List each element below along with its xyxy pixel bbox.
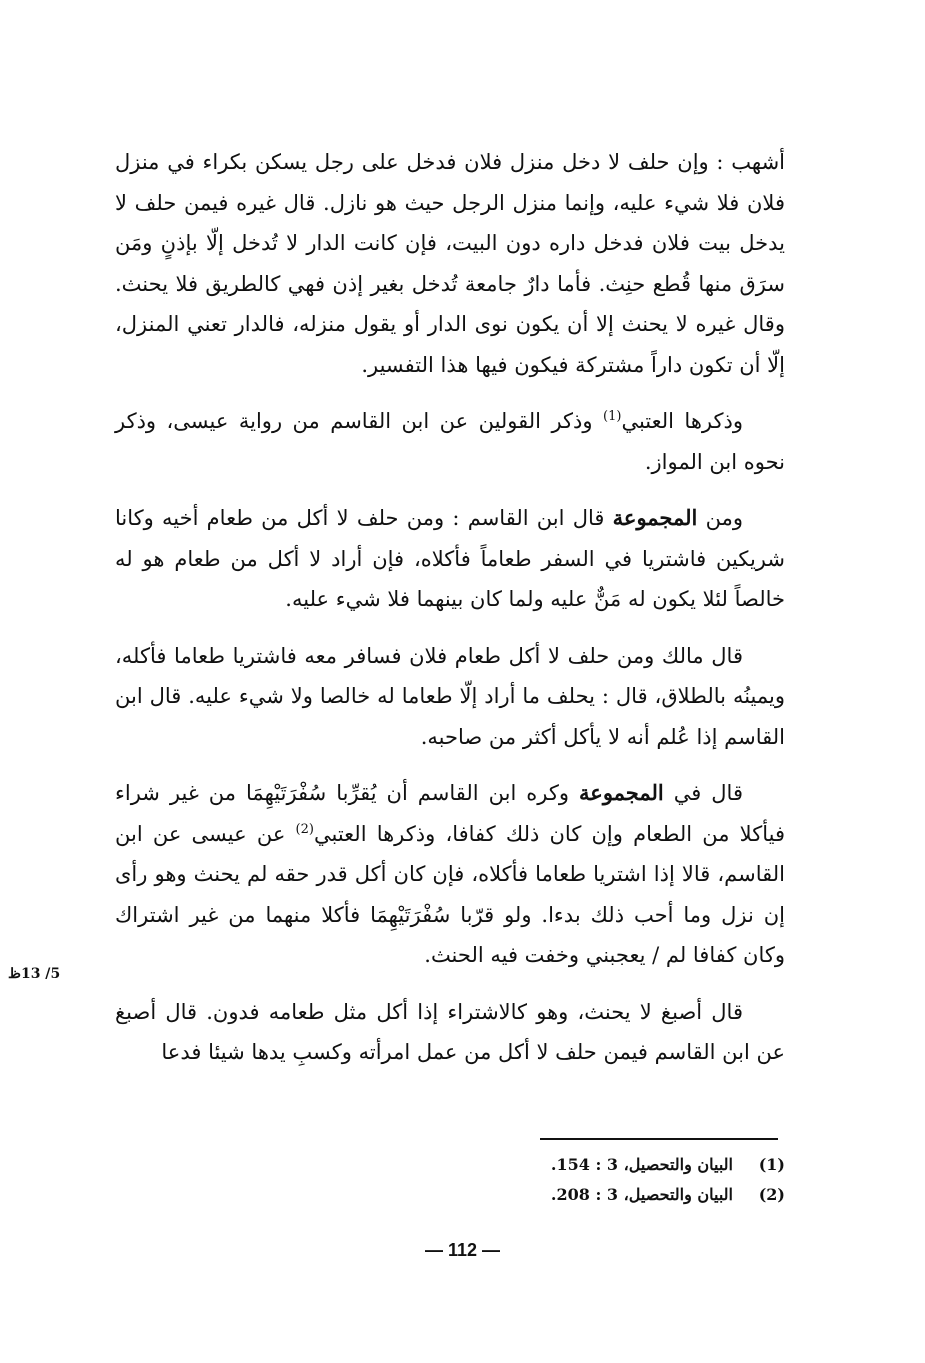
footnote-text: البيان والتحصيل، 3 : 208.: [550, 1185, 733, 1204]
footnote-number: (1): [758, 1155, 785, 1174]
paragraph-5-text: وكره ابن القاسم أن يُقرِّبا سُفْرَتَيْهِمَا من غير شراء فيأكلا من الطعام وإن كان ذلك كفافا، وذكرها العتبي: [115, 781, 785, 846]
footnote-number: (2): [758, 1185, 785, 1204]
paragraph-6: قال أصبغ لا يحنث، وهو كالاشتراء إذا أكل مثل طعامه فدون. قال أصبغ عن ابن القاسم فيمن حلف لا أكل من عمل امرأته وكسبِ يدها شيئا فدعا: [115, 999, 785, 1064]
footnote-2: [440, 1180, 785, 1210]
paragraph-5: [115, 773, 785, 976]
paragraph-4: قال مالك ومن حلف لا أكل طعام فلان فسافر معه فاشتريا طعاما فأكله، ويمينُه بالطلاق، قال : يحلف ما أراد إلّا طعاما له خالصا ولا شيء عليه. قال ابن القاسم إذا عُلم أنه لا يأكل أكثر من صاحبه.: [115, 643, 785, 749]
paragraph-3-lead: ومن: [697, 506, 743, 530]
footnote-1: [440, 1150, 785, 1180]
source-title-majmua: المجموعة: [579, 780, 664, 805]
footnote-ref-2[interactable]: (2): [295, 821, 314, 837]
footnotes: [440, 1150, 785, 1210]
footnote-ref-1[interactable]: (1): [603, 409, 622, 424]
paragraph-2: [115, 401, 785, 482]
paragraph-2-before: وذكرها العتبي: [621, 409, 743, 433]
footnote-text: البيان والتحصيل، 3 : 154.: [550, 1155, 733, 1174]
footnote-separator: [540, 1138, 778, 1140]
paragraph-2-after: وذكر القولين عن ابن القاسم من رواية عيسى، وذكر نحوه ابن المواز.: [115, 409, 785, 474]
paragraph-5-lead: قال في: [663, 781, 743, 805]
paragraph-5-after: عن عيسى عن ابن القاسم، قالا إذا اشتريا طعاما فأكلاه، فإن كان أكل قدر حقه لم يحنث وهو رأى إن نزل وما أحب ذلك بدءا. ولو قرّبا سُفْرَتَيْهِمَا فأكلا منهما من غير اشتراك وكان كفافا لم / يعجبني وخفت فيه الحنث.: [115, 821, 785, 967]
main-text: [115, 142, 785, 1089]
paragraph-3: [115, 498, 785, 620]
manuscript-folio-marker: 5/ 13ظ: [8, 966, 61, 982]
source-title-majmua: المجموعة: [612, 505, 698, 530]
page-number: — 112 —: [424, 1240, 501, 1260]
paragraph-1: أشهب : وإن حلف لا دخل منزل فلان فدخل على رجل يسكن بكراء في منزل فلان فلا شيء عليه، وإنما منزل الرجل حيث هو نازل. قال غيره فيمن حلف لا يدخل بيت فلان فدخل داره دون البيت، فإن كانت الدار لا تُدخل إلّا بإذنٍ ومَن سرَق منها قُطع حنِث. فأما دارٌ جامعة تُدخل بغير إذن فهي كالطريق فلا يحنث. وقال غيره لا يحنث إلا أن يكون نوى الدار أو يقول منزله، فالدار تعني المنزل، إلّا أن تكون داراً مشتركة فيكون فيها هذا التفسير.: [115, 150, 785, 377]
paragraph-3-text: قال ابن القاسم : ومن حلف لا أكل من طعام أخيه وكانا شريكين فاشتريا في السفر طعاماً فأكلاه، فإن أراد لا أكل من طعام هو له خالصاً لئلا يكون له مَنٌّ عليه ولما كان بينهما فلا شيء عليه.: [115, 506, 785, 611]
